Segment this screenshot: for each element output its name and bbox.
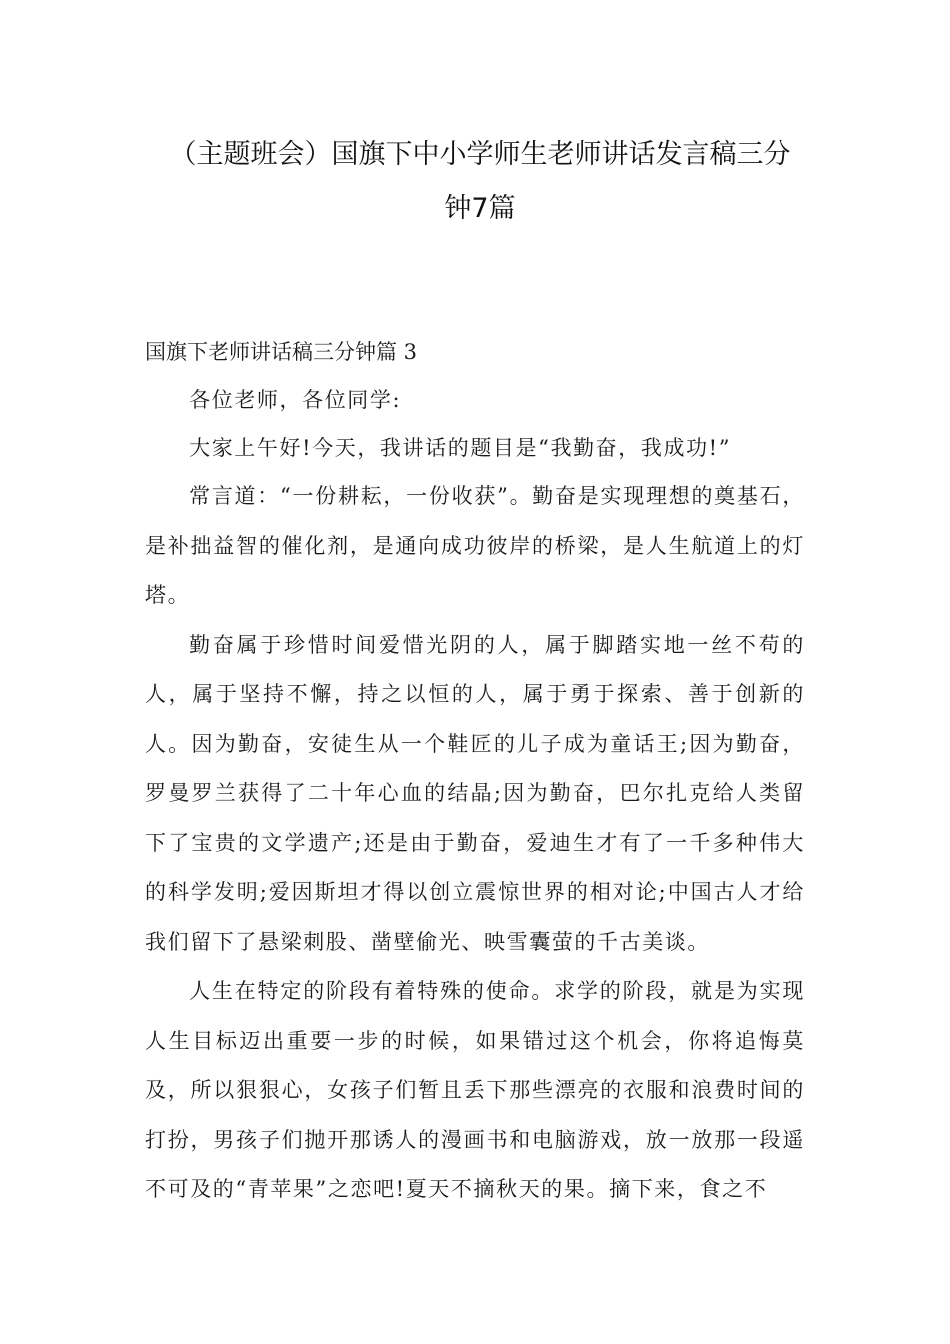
paragraph-proverb: 常言道：“一份耕耘，一份收获”。勤奋是实现理想的奠基石，是补拙益智的催化剂，是通向成功彼岸的桥梁，是人生航道上的灯塔。 — [145, 484, 805, 607]
paragraph-greeting: 各位老师，各位同学: — [189, 388, 402, 412]
title-line-2: 钟7篇 — [444, 193, 516, 224]
paragraph-topic: 大家上午好!今天，我讲话的题目是“我勤奋，我成功!” — [189, 436, 732, 460]
paragraph-diligence-examples: 勤奋属于珍惜时间爱惜光阴的人，属于脚踏实地一丝不苟的人，属于坚持不懈，持之以恒的人，属于勇于探索、善于创新的人。因为勤奋，安徒生从一个鞋匠的儿子成为童话王;因为勤奋，罗曼罗兰获得了二十年心血的结晶;因为勤奋，巴尔扎克给人类留下了宝贵的文学遗产;还是由于勤奋，爱迪生才有了一千多种伟大的科学发明;爱因斯坦才得以创立震惊世界的相对论;中国古人才给我们留下了悬梁刺股、凿壁偷光、映雪囊萤的千古美谈。 — [145, 632, 805, 954]
paragraph-life-stage: 人生在特定的阶段有着特殊的使命。求学的阶段，就是为实现人生目标迈出重要一步的时候，如果错过这个机会，你将追悔莫及，所以狠狠心，女孩子们暂且丢下那些漂亮的衣服和浪费时间的打扮，男孩子们抛开那诱人的漫画书和电脑游戏，放一放那一段遥不可及的“青苹果”之恋吧!夏天不摘秋天的果。摘下来，食之不 — [145, 979, 805, 1201]
section-heading: 国旗下老师讲话稿三分钟篇 3 — [145, 340, 418, 364]
document-body — [145, 328, 805, 1215]
title-line-1: （主题班会）国旗下中小学师生老师讲话发言稿三分 — [169, 139, 791, 170]
document-title — [140, 128, 820, 236]
